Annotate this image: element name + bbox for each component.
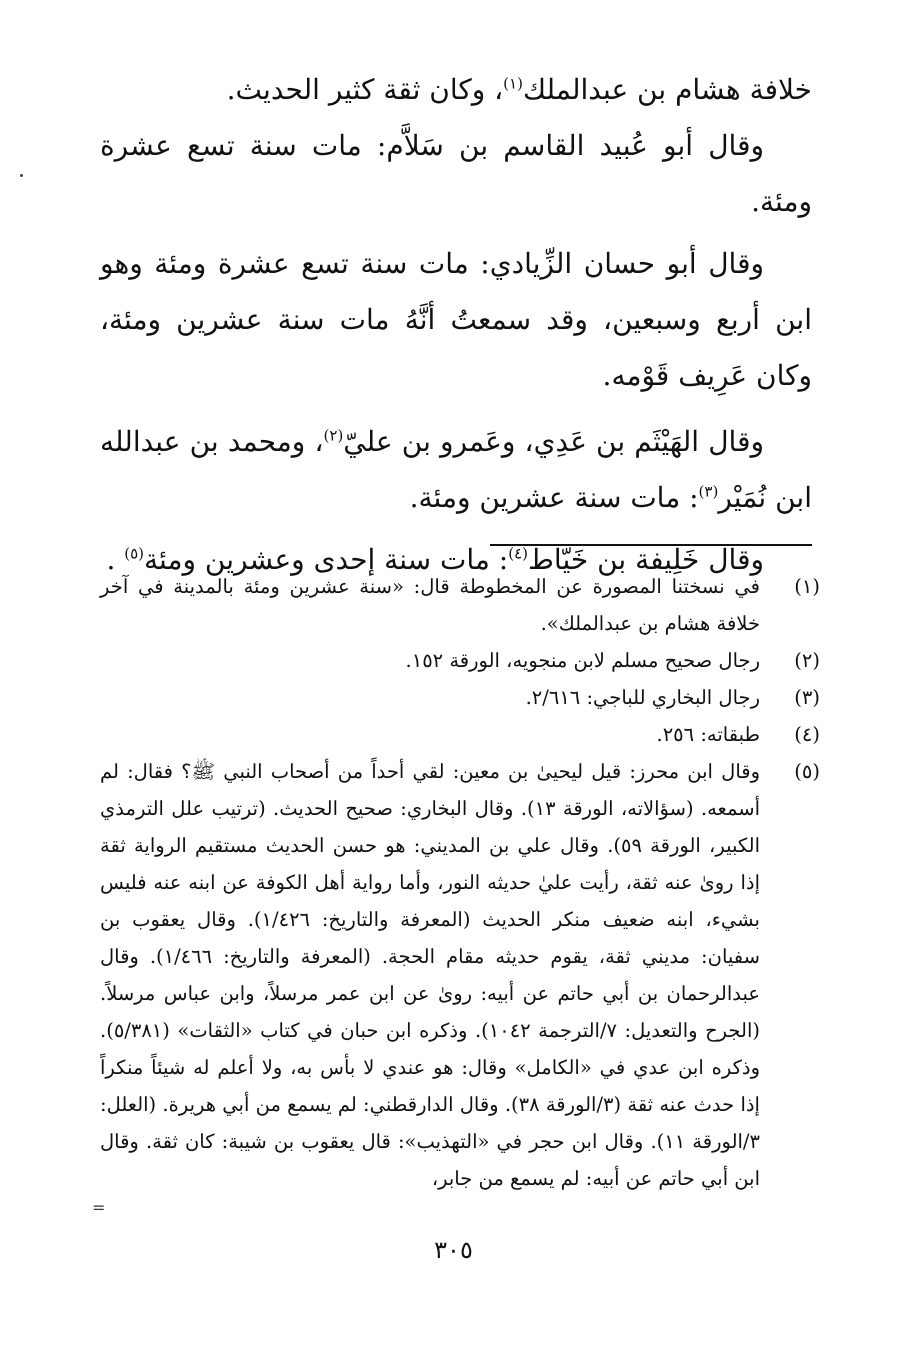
footnote-number: (١) xyxy=(794,575,820,598)
margin-dot xyxy=(20,174,23,177)
footnote-number: (٤) xyxy=(794,723,820,746)
footnote-ref-5[interactable]: (٥) xyxy=(124,544,145,563)
paragraph-4-text-c: : مات سنة عشرين ومئة. xyxy=(409,481,699,514)
footnote-text: طبقاته: ٢٥٦. xyxy=(656,723,760,746)
paragraph-4-text-b: ، ومحمد بن عبدالله ابن نُمَيْر xyxy=(100,425,812,514)
paragraph-5-text-a: وقال خَلِيفة بن خَيّاط xyxy=(528,543,764,576)
paragraph-4-text-a: وقال الهَيْثَم بن عَدِي، وعَمرو بن عليّ xyxy=(343,425,764,458)
footnote-ref-3[interactable]: (٣) xyxy=(698,482,719,501)
footnote-number: (٣) xyxy=(794,686,820,709)
footnote-number: (٥) xyxy=(794,760,820,783)
footnote-ref-1[interactable]: (١) xyxy=(503,74,523,93)
footnote-text: وقال ابن محرز: قيل ليحيىٰ بن معين: لقي أحداً من أصحاب النبي ﷺ؟ فقال: لم أسمعه. (سؤالاته، الورقة ١٣). وقال البخاري: صحيح الحديث. (ترتيب علل الترمذي الكبير، الورقة ٥٩). وقال علي بن المديني: هو حسن الحديث مستقيم الرواية ثقة إذا روىٰ عنه ثقة، رأيت عليٰ حديثه النور، وأما رواية أهل الكوفة عن ابنه عنه فليس بشيء، ابنه ضعيف منكر الحديث (المعرفة والتاريخ: ١/٤٢٦). وقال يعقوب بن سفيان: مديني ثقة، يقوم حديثه مقام الحجة. (المعرفة والتاريخ: ١/٤٦٦). وقال عبدالرحمان بن أبي حاتم عن أبيه: روىٰ عن ابن عمر مرسلاً، وابن عباس مرسلاً. (الجرح والتعديل: ٧/الترجمة ١٠٤٢). وذكره ابن حبان في كتاب «الثقات» (٥/٣٨١). وذكره ابن عدي في «الكامل» وقال: هو عندي لا بأس به، ولا أعلم له شيئاً منكراً إذا حدث عنه ثقة (٣/الورقة ٣٨). وقال الدارقطني: لم يسمع من أبي هريرة. (العلل: ٣/الورقة ١١). وقال ابن حجر في «التهذيب»: قال يعقوب بن شيبة: كان ثقة. وقال ابن أبي حاتم عن أبيه: لم يسمع من جابر، xyxy=(100,760,760,1190)
footnote-ref-4[interactable]: (٤) xyxy=(508,544,529,563)
footnote-text: في نسختنا المصورة عن المخطوطة قال: «سنة عشرين ومئة بالمدينة في آخر خلافة هشام بن عبدالملك». xyxy=(100,575,760,635)
footnote-separator xyxy=(490,544,812,546)
footnotes xyxy=(100,568,820,1197)
paragraph-4 xyxy=(100,414,812,526)
paragraph-1-text-b: ، وكان ثقة كثير الحديث. xyxy=(226,73,504,106)
footnote-1 xyxy=(100,568,820,642)
footnote-text: رجال البخاري للباجي: ٢/٦١٦. xyxy=(525,686,760,709)
paragraph-1 xyxy=(100,62,812,118)
main-text xyxy=(100,62,812,588)
footnote-ref-2[interactable]: (٢) xyxy=(323,426,344,445)
paragraph-2: وقال أبو عُبيد القاسم بن سَلاَّم: مات سنة تسع عشرة ومئة. xyxy=(100,129,812,218)
paragraph-5-text-c: . xyxy=(106,543,125,576)
footnote-3 xyxy=(100,679,820,716)
paragraph-5-text-b: : مات سنة إحدى وعشرين ومئة xyxy=(144,543,509,576)
page-number: ٣٠٥ xyxy=(434,1236,473,1264)
footnote-text: رجال صحيح مسلم لابن منجويه، الورقة ١٥٢. xyxy=(405,649,760,672)
footnote-2 xyxy=(100,642,820,679)
paragraph-1-text-a: خلافة هشام بن عبدالملك xyxy=(522,73,812,106)
footnote-number: (٢) xyxy=(794,649,820,672)
paragraph-3: وقال أبو حسان الزِّيادي: مات سنة تسع عشرة ومئة وهو ابن أربع وسبعين، وقد سمعتُ أنَّهُ مات سنة عشرين ومئة، وكان عَرِيف قَوْمه. xyxy=(100,247,812,392)
footnote-4 xyxy=(100,716,820,753)
footnote-5 xyxy=(100,753,820,1197)
continuation-mark: = xyxy=(92,1198,106,1217)
